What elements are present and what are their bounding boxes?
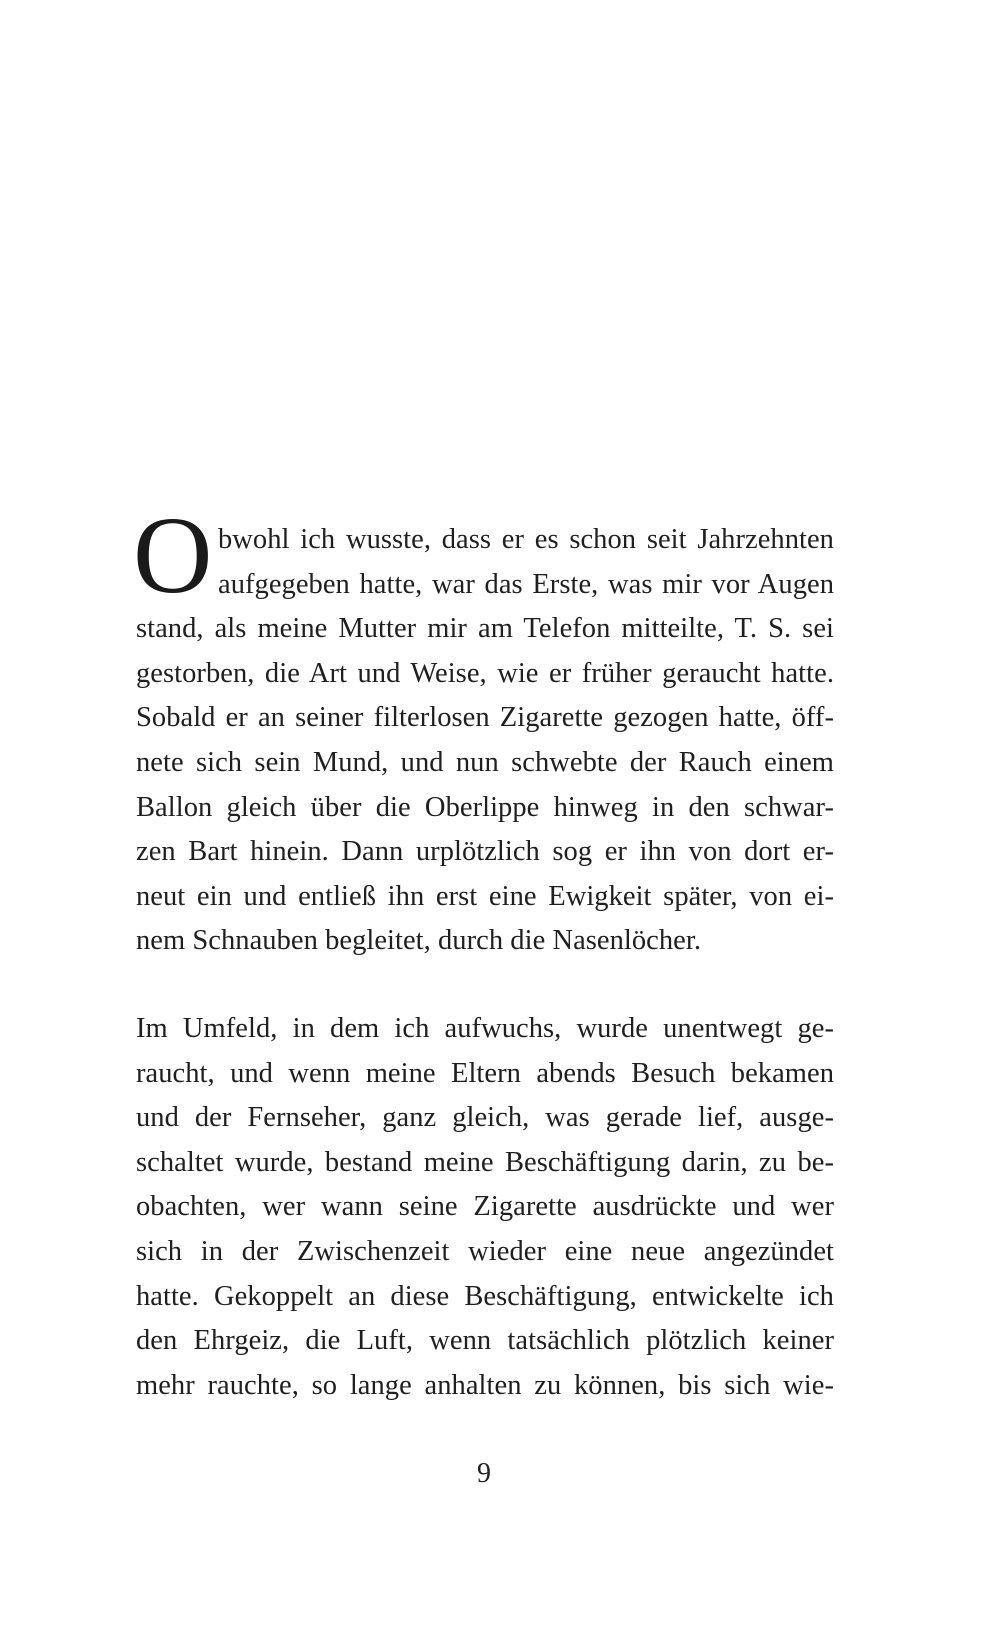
paragraph-2-line: den Ehrgeiz, die Luft, wenn tatsächlich plötzlich keiner <box>136 1325 834 1357</box>
paragraph-2-line: schaltet wurde, bestand meine Beschäftigung darin, zu be- <box>136 1146 834 1178</box>
paragraph-1-line: zen Bart hinein. Dann urplötzlich sog er ihn von dort er- <box>136 836 834 868</box>
paragraph-1-line: Sobald er an seiner filterlosen Zigarette gezogen hatte, öff- <box>136 702 834 734</box>
paragraph-2-line: und der Fernseher, ganz gleich, was gerade lief, ausge- <box>136 1102 834 1134</box>
paragraph-1-line: neut ein und entließ ihn erst eine Ewigkeit später, von ei- <box>136 880 834 912</box>
paragraph-2-line: Im Umfeld, in dem ich aufwuchs, wurde unentwegt ge- <box>136 1013 834 1044</box>
paragraph-1-line: stand, als meine Mutter mir am Telefon mitteilte, T. S. sei <box>136 613 834 645</box>
paragraph-2 <box>136 1007 834 1408</box>
paragraph-2-line: hatte. Gekoppelt an diese Beschäftigung, entwickelte ich <box>136 1280 834 1312</box>
paragraph-1-line: Ballon gleich über die Oberlippe hinweg in den schwar- <box>136 791 834 823</box>
drop-cap: O <box>133 494 213 616</box>
paragraph-1-line: nem Schnauben begleitet, durch die Nasenlöcher. <box>136 925 702 957</box>
paragraph-2-line: obachten, wer wann seine Zigarette ausdrückte und wer <box>136 1191 834 1223</box>
paragraph-2-line: mehr rauchte, so lange anhalten zu können, bis sich wie- <box>136 1369 834 1401</box>
paragraph-2-line: raucht, und wenn meine Eltern abends Besuch bekamen <box>136 1057 834 1089</box>
paragraph-1-line: gestorben, die Art und Weise, wie er früher geraucht hatte. <box>136 657 834 689</box>
paragraph-1-line: bwohl ich wusste, dass er es schon seit Jahrzehnten <box>218 524 834 555</box>
paragraph-1-line: nete sich sein Mund, und nun schwebte der Rauch einem <box>136 746 834 778</box>
paragraph-1-line: aufgegeben hatte, war das Erste, was mir vor Augen <box>218 568 834 600</box>
paragraph-2-line: sich in der Zwischenzeit wieder eine neue angezündet <box>136 1235 834 1267</box>
paragraph-1 <box>136 518 834 964</box>
page-number: 9 <box>477 1458 491 1489</box>
